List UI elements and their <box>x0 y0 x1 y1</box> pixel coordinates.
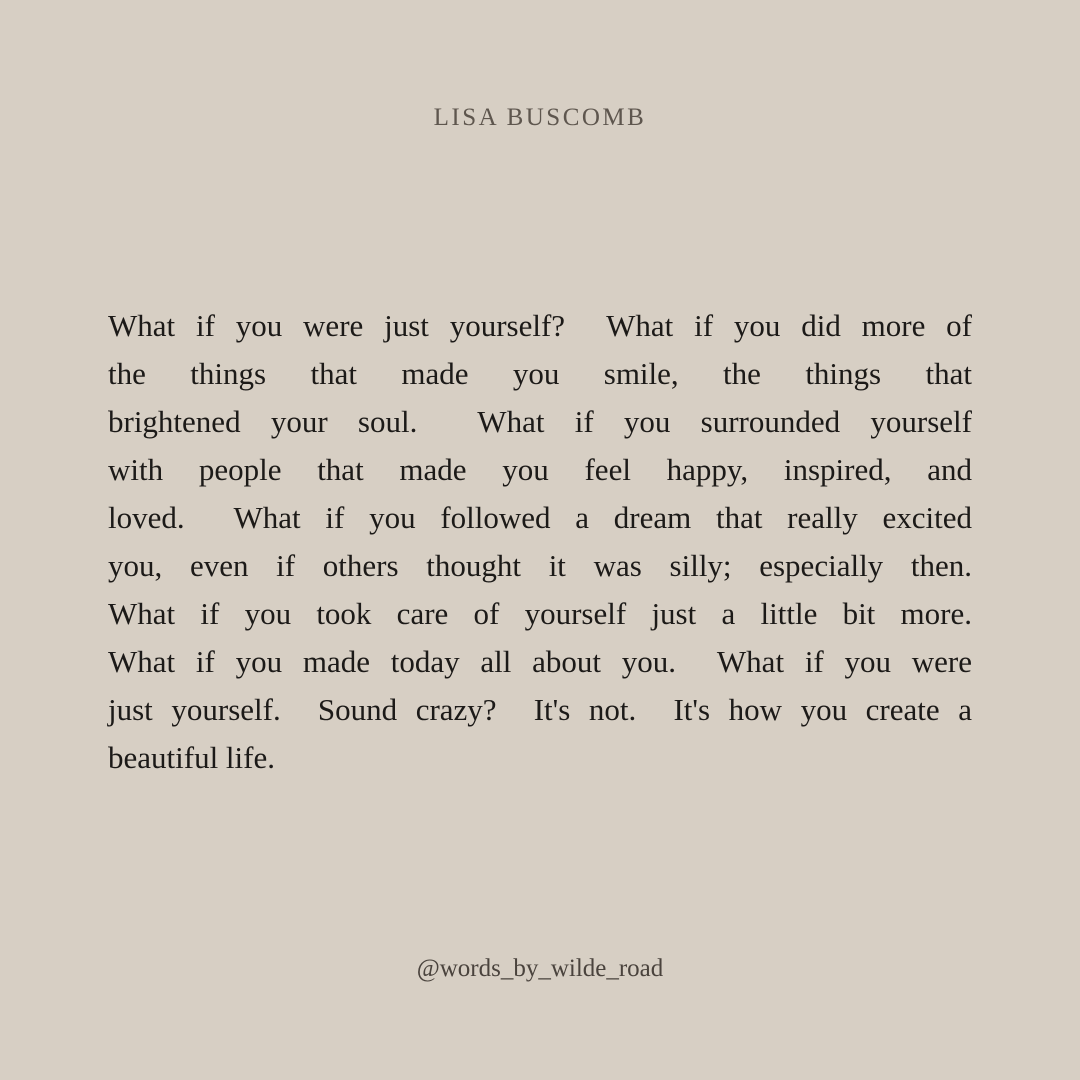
quote-line: the things that made you smile, the things that <box>108 356 972 391</box>
quote-line: What if you took care of yourself just a little bit more. <box>108 596 972 631</box>
quote-line: loved. What if you followed a dream that really excited <box>108 500 972 535</box>
quote-line: just yourself. Sound crazy? It's not. It's how you create a <box>108 692 972 727</box>
quote-line: beautiful life. <box>108 740 275 775</box>
quote-line: What if you were just yourself? What if you did more of <box>108 308 972 343</box>
quote-line: you, even if others thought it was silly; especially then. <box>108 548 972 583</box>
author-name: LISA BUSCOMB <box>433 104 647 131</box>
quote-line: with people that made you feel happy, inspired, and <box>108 452 972 487</box>
quote-line: brightened your soul. What if you surrounded yourself <box>108 404 972 439</box>
quote-text <box>108 302 972 782</box>
quote-line: What if you made today all about you. What if you were <box>108 644 972 679</box>
social-handle: @words_by_wilde_road <box>416 955 664 982</box>
